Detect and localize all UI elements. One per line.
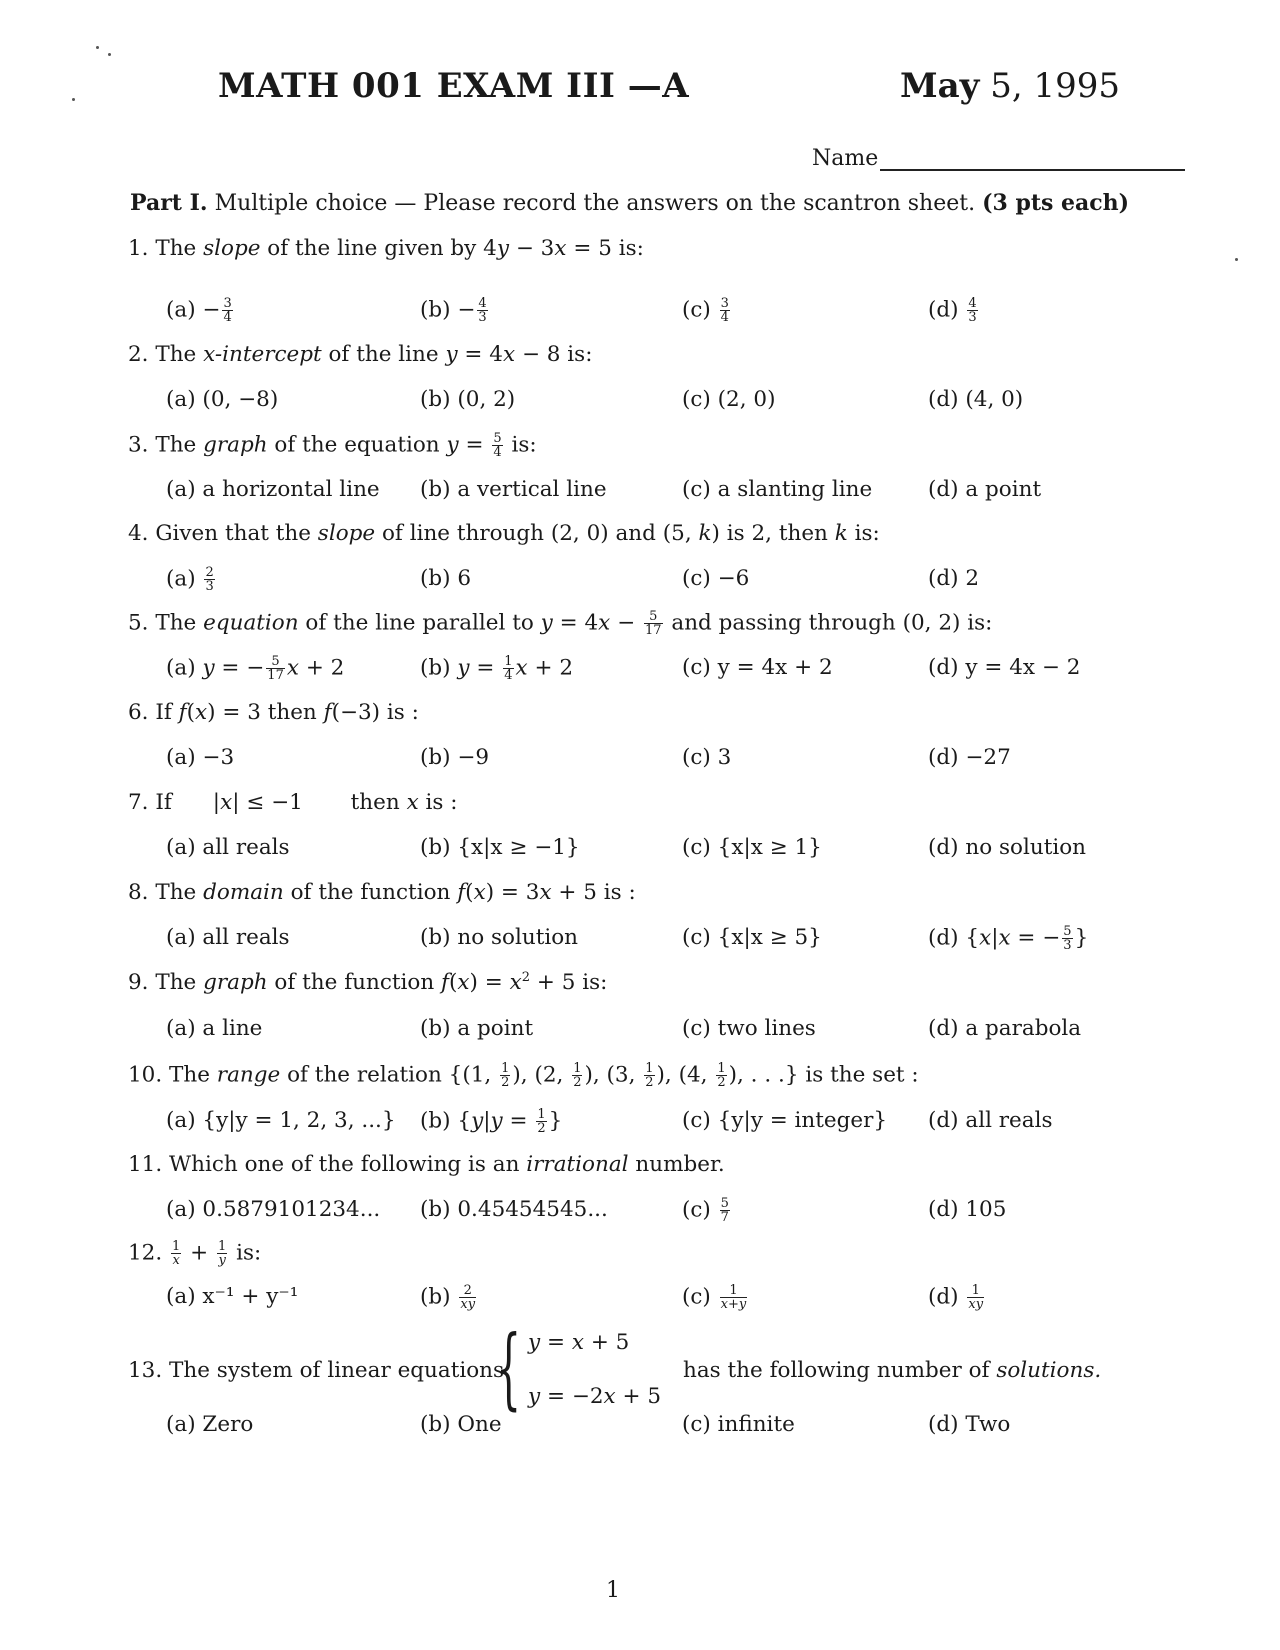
option-a[interactable]: (a) 0.5879101234... (166, 1197, 381, 1222)
option-a[interactable]: (a) − $\frac{3}{4}$ (166, 296, 232, 325)
question-7-options (0, 835, 1280, 869)
option-d[interactable]: (d) all reals (928, 1108, 1053, 1133)
option-d[interactable]: (d) $\frac{4}{3}$ (928, 296, 977, 325)
option-a[interactable]: (a) x⁻¹ + y⁻¹ (166, 1284, 299, 1309)
question-8: 8. The domain of the function f(x) = 3x + 5 is : (128, 880, 636, 905)
question-4-options (0, 566, 1280, 600)
question-13-lead: 13. The system of linear equations (128, 1358, 505, 1383)
option-d[interactable]: (d) {x|x = − $\frac{5}{3}$ } (928, 924, 1089, 953)
brace-icon: { (496, 1316, 522, 1419)
option-d[interactable]: (d) a point (928, 477, 1042, 502)
question-11-options (0, 1197, 1280, 1231)
question-13-options (0, 1412, 1280, 1446)
option-c[interactable]: (c) y = 4x + 2 (682, 655, 833, 680)
question-7: 7. If |x| ≤ −1 then x is : (128, 790, 458, 815)
option-d[interactable]: (d) 105 (928, 1197, 1007, 1222)
option-b[interactable]: (b) − $\frac{4}{3}$ (420, 296, 487, 325)
scan-speck (96, 46, 99, 49)
question-5-options (0, 655, 1280, 689)
question-2: 2. The x-intercept of the line y = 4x − 8 is: (128, 342, 593, 367)
name-field-row (812, 146, 1185, 171)
option-d[interactable]: (d) 2 (928, 566, 980, 591)
date-day-year: 5, 1995 (990, 66, 1121, 106)
option-b[interactable]: (b) {x|x ≥ −1} (420, 835, 580, 860)
question-9-options (0, 1016, 1280, 1050)
question-12-options (0, 1284, 1280, 1318)
option-b[interactable]: (b) (0, 2) (420, 387, 516, 412)
page-number: 1 (606, 1578, 620, 1603)
option-d[interactable]: (d) (4, 0) (928, 387, 1024, 412)
option-a[interactable]: (a) $\frac{2}{3}$ (166, 565, 214, 594)
date-month: May (900, 66, 980, 106)
question-3-options (0, 477, 1280, 511)
option-a[interactable]: (a) all reals (166, 925, 290, 950)
option-c[interactable]: (c) $\frac{5}{7}$ (682, 1196, 729, 1225)
question-5: 5. The equation of the line parallel to y = 4x − $\frac{5}{17}$ and passing through (0, 2) is: (128, 609, 993, 638)
question-9: 9. The graph of the function $f(x) = x^2 + 5$ is: (128, 970, 608, 996)
option-d[interactable]: (d) a parabola (928, 1016, 1082, 1041)
option-b[interactable]: (b) a vertical line (420, 477, 607, 502)
scan-speck (108, 53, 111, 56)
option-c[interactable]: (c) a slanting line (682, 477, 873, 502)
exam-date (900, 66, 1120, 106)
part-points: (3 pts each) (982, 190, 1130, 216)
question-6-options (0, 745, 1280, 779)
question-10: 10. The range of the relation {(1, $\frac{1}{2}$ ), (2, $\frac{1}{2}$ ), (3, $\frac{1}{2}$ ), (4, $\frac{1}{2}$ ), . . .} is the set : (128, 1061, 919, 1090)
option-b[interactable]: (b) y = $\frac{1}{4}$ x + 2 (420, 654, 574, 683)
option-c[interactable]: (c) {x|x ≥ 1} (682, 835, 822, 860)
question-3: 3. The graph of the equation y = $\frac{5}{4}$ is: (128, 431, 537, 460)
option-a[interactable]: (a) −3 (166, 745, 235, 770)
option-c[interactable]: (c) infinite (682, 1412, 795, 1437)
option-b[interactable]: (b) a point (420, 1016, 534, 1041)
option-c[interactable]: (c) {y|y = integer} (682, 1108, 888, 1133)
question-10-options (0, 1108, 1280, 1142)
option-c[interactable]: (c) $\frac{1}{x+y}$ (682, 1283, 747, 1312)
name-label: Name (812, 146, 879, 171)
option-b[interactable]: (b) One (420, 1412, 502, 1437)
option-b[interactable]: (b) 0.45454545... (420, 1197, 608, 1222)
question-6: 6. If f(x) = 3 then f(−3) is : (128, 700, 419, 725)
option-c[interactable]: (c) {x|x ≥ 5} (682, 925, 822, 950)
option-b[interactable]: (b) $\frac{2}{xy}$ (420, 1283, 476, 1312)
option-c[interactable]: (c) two lines (682, 1016, 816, 1041)
option-a[interactable]: (a) y = − $\frac{5}{17}$ x + 2 (166, 654, 345, 683)
option-c[interactable]: (c) 3 (682, 745, 732, 770)
exam-title: MATH 001 EXAM III —A (218, 66, 690, 106)
option-d[interactable]: (d) y = 4x − 2 (928, 655, 1081, 680)
question-13 (128, 1316, 1128, 1419)
scan-speck (72, 98, 75, 101)
question-4: 4. Given that the slope of line through (2, 0) and (5, k) is 2, then k is: (128, 521, 880, 546)
question-2-options (0, 387, 1280, 421)
option-a[interactable]: (a) {y|y = 1, 2, 3, ...} (166, 1108, 396, 1133)
option-b[interactable]: (b) no solution (420, 925, 579, 950)
question-8-options (0, 925, 1280, 959)
system-equation-2: y = −2x + 5 (528, 1384, 662, 1409)
option-b[interactable]: (b) −9 (420, 745, 490, 770)
option-c[interactable]: (c) $\frac{3}{4}$ (682, 296, 729, 325)
question-12: 12. $\frac{1}{x}$ + $\frac{1}{y}$ is: (128, 1239, 262, 1268)
question-1: 1. The slope of the line given by 4y − 3x = 5 is: (128, 236, 644, 261)
question-1-options (0, 297, 1280, 331)
option-a[interactable]: (a) all reals (166, 835, 290, 860)
option-a[interactable]: (a) a line (166, 1016, 263, 1041)
question-11: 11. Which one of the following is an irrational number. (128, 1152, 725, 1177)
option-b[interactable]: (b) 6 (420, 566, 472, 591)
option-d[interactable]: (d) no solution (928, 835, 1087, 860)
scan-speck (1235, 258, 1238, 261)
option-b[interactable]: (b) {y|y = $\frac{1}{2}$ } (420, 1107, 563, 1136)
name-blank[interactable] (880, 149, 1185, 171)
option-d[interactable]: (d) −27 (928, 745, 1011, 770)
option-a[interactable]: (a) a horizontal line (166, 477, 380, 502)
part-label: Part I. (130, 190, 208, 216)
question-13-trail: has the following number of solutions. (683, 1358, 1102, 1383)
option-c[interactable]: (c) (2, 0) (682, 387, 776, 412)
system-equation-1: y = x + 5 (528, 1330, 630, 1355)
part-one-heading (130, 190, 1129, 216)
part-instruction: Multiple choice — Please record the answers on the scantron sheet. (214, 191, 976, 216)
option-a[interactable]: (a) Zero (166, 1412, 254, 1437)
option-a[interactable]: (a) (0, −8) (166, 387, 279, 412)
option-d[interactable]: (d) Two (928, 1412, 1011, 1437)
option-d[interactable]: (d) $\frac{1}{xy}$ (928, 1283, 984, 1312)
option-c[interactable]: (c) −6 (682, 566, 750, 591)
